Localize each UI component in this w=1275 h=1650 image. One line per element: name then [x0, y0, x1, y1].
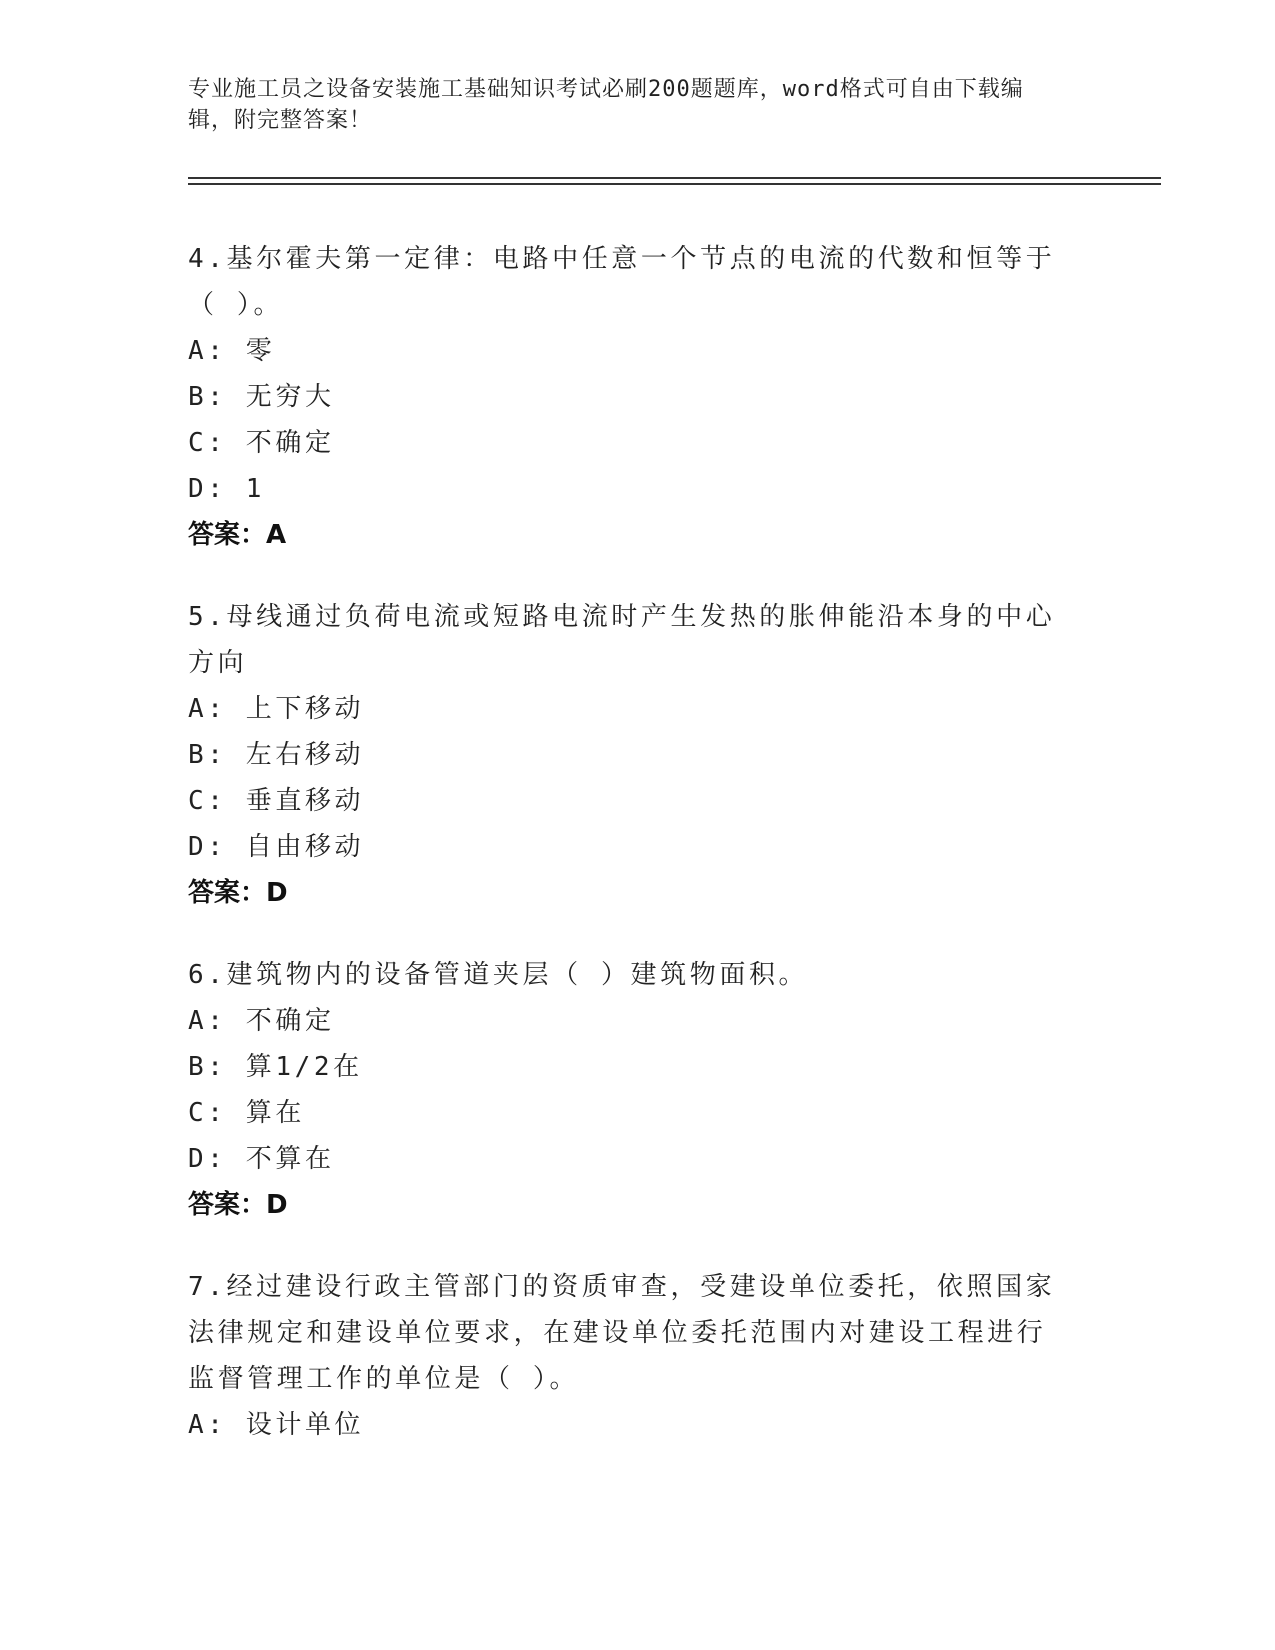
document-header: 专业施工员之设备安装施工基础知识考试必刷200题题库，word格式可自由下载编辑，附完整答案！	[188, 77, 1024, 133]
question-text: 7.经过建设行政主管部门的资质审查，受建设单位委托，依照国家法律规定和建设单位要求，在建设单位委托范围内对建设工程进行监督管理工作的单位是（ ）。	[188, 1272, 1056, 1394]
option-d: D: 自由移动	[188, 832, 365, 862]
option-b: B: 算1/2在	[188, 1052, 363, 1082]
option-a: A: 零	[188, 336, 276, 366]
question-6	[188, 952, 1068, 1228]
option-a: A: 不确定	[188, 1006, 335, 1036]
option-c: C: 垂直移动	[188, 786, 365, 816]
header-divider-bottom	[188, 183, 1161, 185]
question-text: 4.基尔霍夫第一定律：电路中任意一个节点的电流的代数和恒等于（ ）。	[188, 244, 1056, 320]
question-7	[188, 1264, 1068, 1448]
header-divider-top	[188, 177, 1161, 179]
option-a: A: 上下移动	[188, 694, 365, 724]
option-c: C: 算在	[188, 1098, 305, 1128]
option-b: B: 左右移动	[188, 740, 365, 770]
answer-line: 答案：D	[188, 878, 288, 908]
question-text: 6.建筑物内的设备管道夹层（ ）建筑物面积。	[188, 960, 809, 990]
question-4	[188, 236, 1068, 558]
option-c: C: 不确定	[188, 428, 335, 458]
answer-line: 答案：A	[188, 520, 287, 550]
answer-line: 答案：D	[188, 1190, 288, 1220]
question-5	[188, 594, 1068, 916]
option-b: B: 无穷大	[188, 382, 335, 412]
option-d: D: 不算在	[188, 1144, 335, 1174]
option-d: D: 1	[188, 474, 266, 504]
question-list	[188, 236, 1068, 1484]
option-a: A: 设计单位	[188, 1410, 365, 1440]
question-text: 5.母线通过负荷电流或短路电流时产生发热的胀伸能沿本身的中心方向	[188, 602, 1056, 678]
